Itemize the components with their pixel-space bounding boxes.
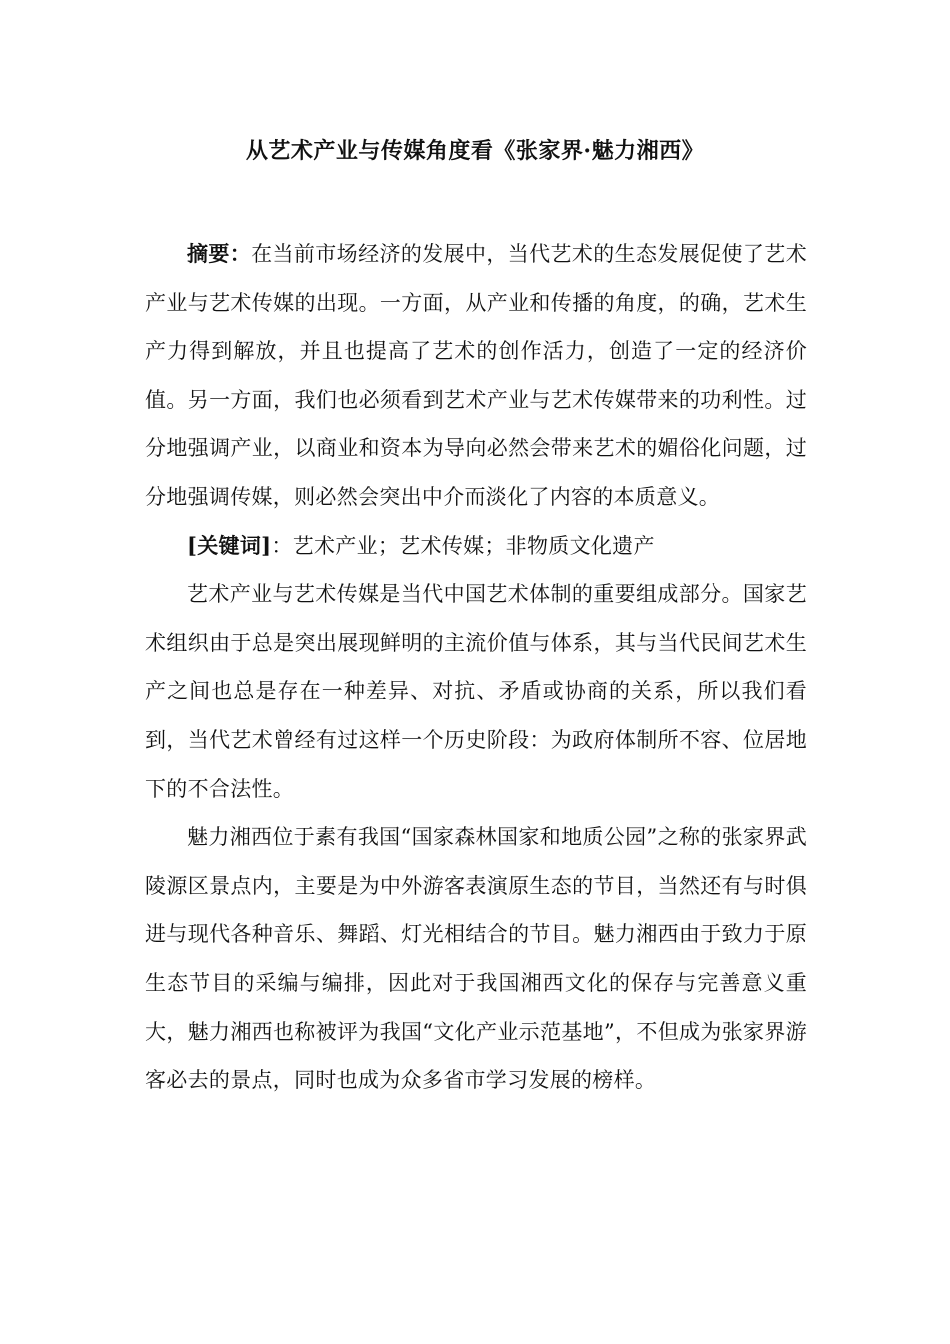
keywords-paragraph — [145, 522, 807, 571]
keywords-label: [关键词] — [187, 532, 272, 558]
body-paragraph-1: 艺术产业与艺术传媒是当代中国艺术体制的重要组成部分。国家艺术组织由于总是突出展现鲜明的主流价值与体系，其与当代民间艺术生产之间也总是存在一种差异、对抗、矛盾或协商的关系，所以我们看到，当代艺术曾经有过这样一个历史阶段：为政府体制所不容、位居地下的不合法性。 — [145, 582, 807, 801]
keywords-separator: ： — [271, 533, 293, 558]
document-body — [145, 230, 807, 1105]
abstract-paragraph — [145, 230, 807, 522]
keywords-text: 艺术产业；艺术传媒；非物质文化遗产 — [292, 533, 655, 558]
abstract-label: 摘要： — [187, 241, 252, 266]
body-paragraph-2: 魅力湘西位于素有我国“国家森林国家和地质公园”之称的张家界武陵源区景点内，主要是为中外游客表演原生态的节目，当然还有与时俱进与现代各种音乐、舞蹈、灯光相结合的节目。魅力湘西由于致力于原生态节目的采编与编排，因此对于我国湘西文化的保存与完善意义重大，魅力湘西也称被评为我国“文化产业示范基地”，不但成为张家界游客必去的景点，同时也成为众多省市学习发展的榜样。 — [145, 825, 807, 1093]
abstract-text: 在当前市场经济的发展中，当代艺术的生态发展促使了艺术产业与艺术传媒的出现。一方面，从产业和传播的角度，的确，艺术生产力得到解放，并且也提高了艺术的创作活力，创造了一定的经济价值。另一方面，我们也必须看到艺术产业与艺术传媒带来的功利性。过分地强调产业，以商业和资本为导向必然会带来艺术的媚俗化问题，过分地强调传媒，则必然会突出中介而淡化了内容的本质意义。 — [145, 242, 807, 509]
document-title: 从艺术产业与传媒角度看《张家界·魅力湘西》 — [245, 138, 705, 164]
